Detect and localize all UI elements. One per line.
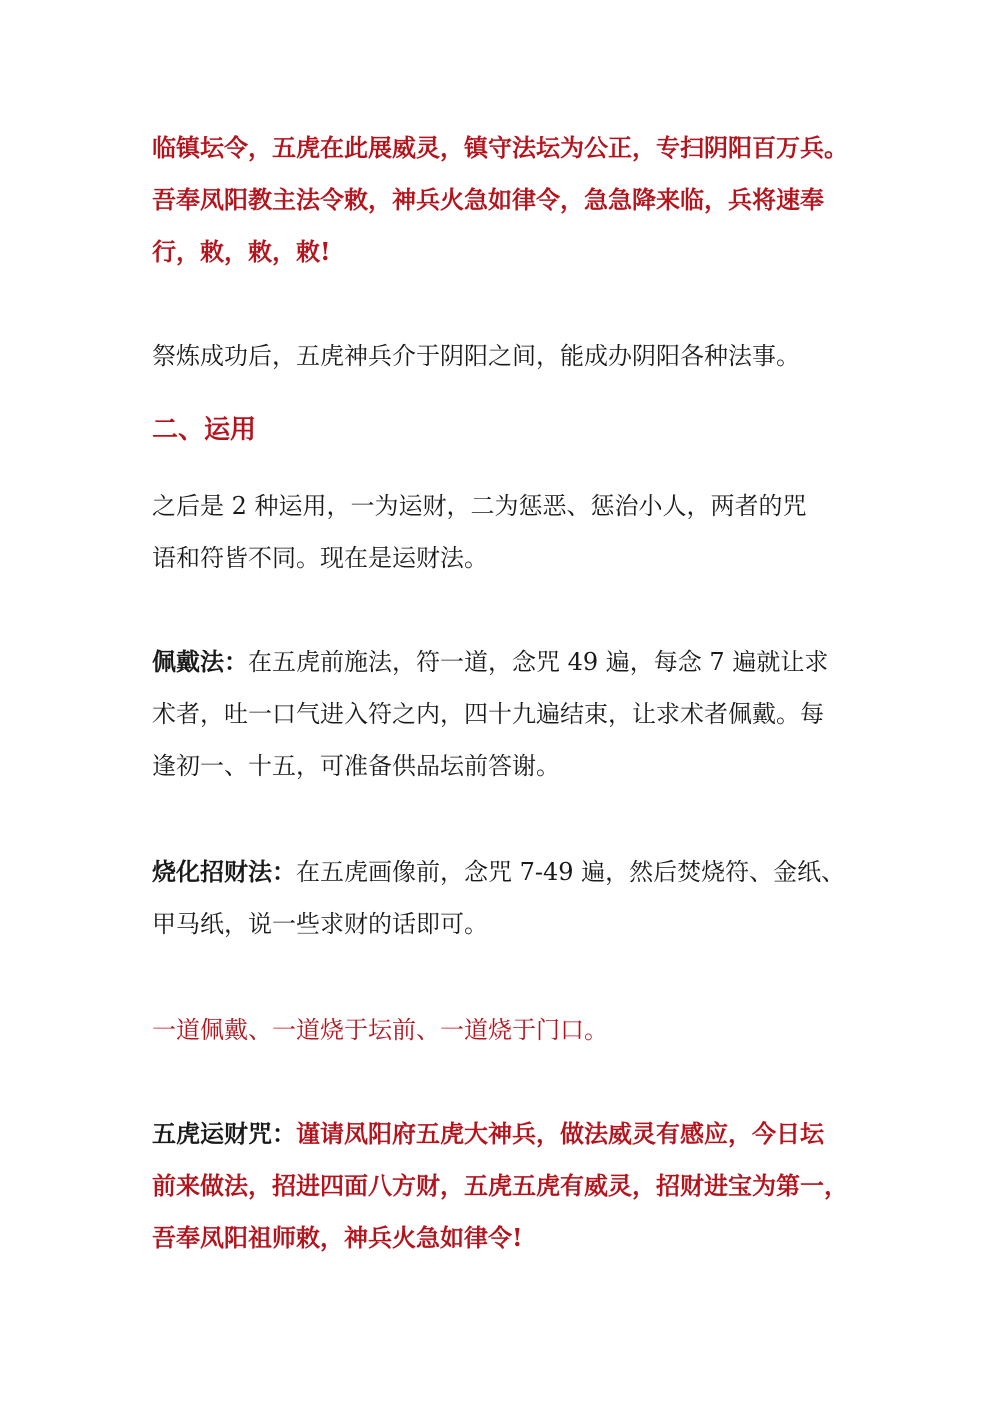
talisman-note-text: 一道佩戴、一道烧于坛前、一道烧于门口。 <box>152 1016 608 1044</box>
wear-method-line: 术者，吐一口气进入符之内，四十九遍结束，让求术者佩戴。每 <box>152 700 824 728</box>
wealth-mantra-line: 吾奉凤阳祖师敕，神兵火急如律令! <box>152 1223 523 1252</box>
wear-method-line: 逢初一、十五，可准备供品坛前答谢。 <box>152 752 560 780</box>
after-refine-paragraph <box>152 330 852 382</box>
wear-method-text: 在五虎前施法，符一道，念咒 49 遍，每念 7 遍就让求 <box>248 648 829 676</box>
wealth-mantra-line <box>152 1108 852 1160</box>
incantation-line: 行，敕，敕，敕! <box>152 237 331 266</box>
section-heading-text: 二、运用 <box>152 415 257 445</box>
wealth-mantra-label: 五虎运财咒： <box>152 1119 296 1148</box>
wealth-mantra-paragraph <box>152 1108 852 1264</box>
burn-method-line: 甲马纸，说一些求财的话即可。 <box>152 910 488 938</box>
wear-method-line <box>152 636 852 688</box>
usage-line: 语和符皆不同。现在是运财法。 <box>152 544 488 572</box>
wear-method-paragraph <box>152 636 852 792</box>
wear-method-label: 佩戴法： <box>152 647 248 676</box>
usage-line: 之后是 2 种运用，一为运财，二为惩恶、惩治小人，两者的咒 <box>152 492 807 520</box>
incantation-line: 吾奉凤阳教主法令敕，神兵火急如律令，急急降来临，兵将速奉 <box>152 185 824 214</box>
incantation-paragraph <box>152 122 852 278</box>
usage-paragraph <box>152 480 852 584</box>
wealth-mantra-text: 谨请凤阳府五虎大神兵，做法威灵有感应，今日坛 <box>296 1119 824 1148</box>
after-refine-text: 祭炼成功后，五虎神兵介于阴阳之间，能成办阴阳各种法事。 <box>152 342 800 370</box>
talisman-note-paragraph <box>152 1004 852 1056</box>
burn-method-paragraph <box>152 846 852 950</box>
section-heading <box>152 404 852 456</box>
burn-method-line <box>152 846 852 898</box>
wealth-mantra-line: 前来做法，招进四面八方财，五虎五虎有威灵，招财进宝为第一， <box>152 1171 848 1200</box>
burn-method-label: 烧化招财法： <box>152 857 296 886</box>
burn-method-text: 在五虎画像前，念咒 7-49 遍，然后焚烧符、金纸、 <box>296 858 846 886</box>
incantation-line: 临镇坛令，五虎在此展威灵，镇守法坛为公正，专扫阴阳百万兵。 <box>152 133 848 162</box>
